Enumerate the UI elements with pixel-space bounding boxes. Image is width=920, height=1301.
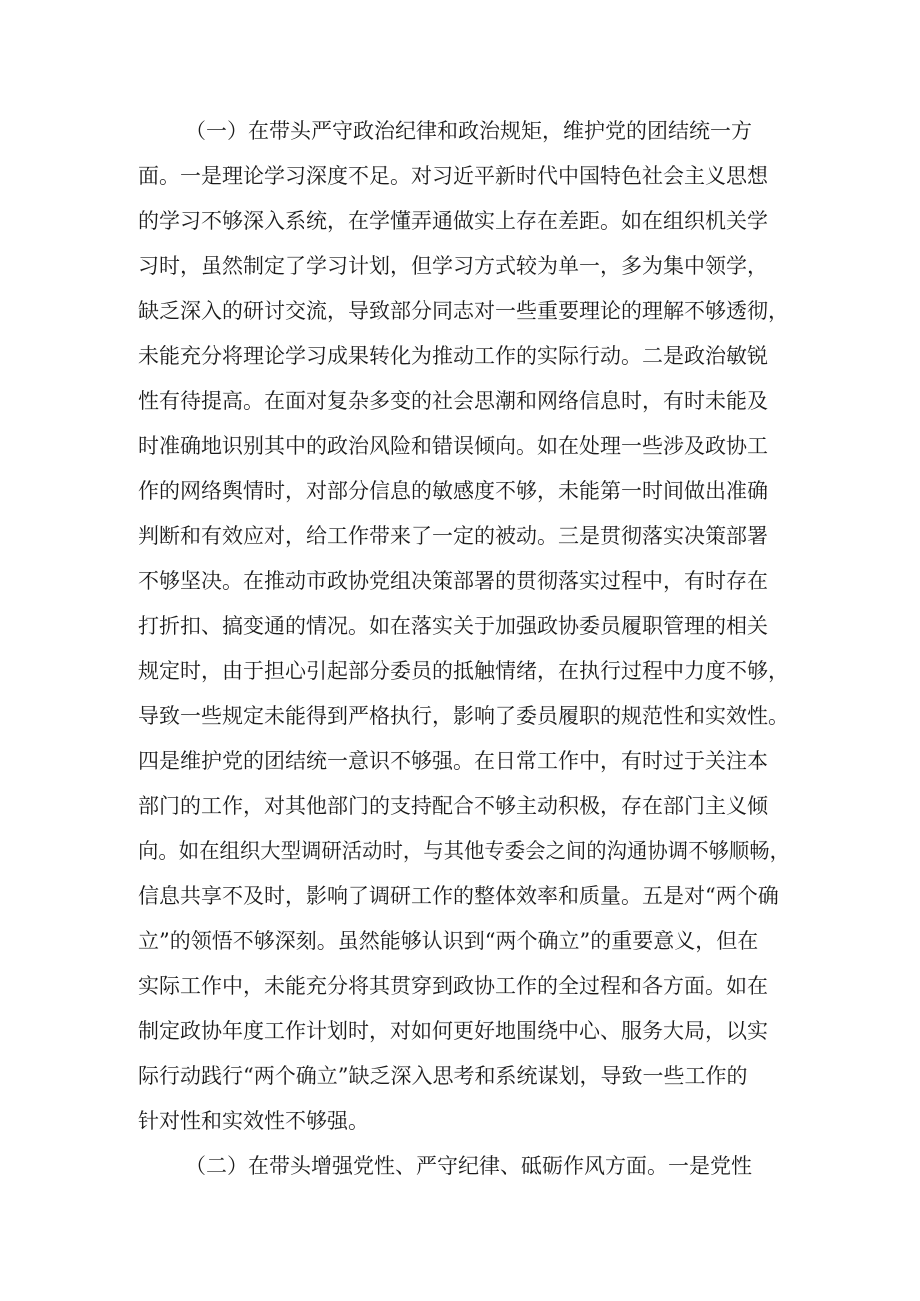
paragraph-1-line-8: 时准确地识别其中的政治风险和错误倾向。如在处理一些涉及政协工 — [138, 434, 768, 458]
paragraph-1-line-5: 缺乏深入的研讨交流，导致部分同志对一些重要理论的理解不够透彻， — [138, 299, 789, 323]
paragraph-1-line-22: 际行动践行“两个确立”缺乏深入思考和系统谋划，导致一些工作的 — [138, 1064, 748, 1088]
paragraph-1-line-3: 的学习不够深入系统，在学懂弄通做实上存在差距。如在组织机关学 — [138, 209, 768, 233]
paragraph-1-line-21: 制定政协年度工作计划时，对如何更好地围绕中心、服务大局，以实 — [138, 1019, 768, 1043]
paragraph-1-line-23: 针对性和实效性不够强。 — [138, 1109, 369, 1133]
paragraph-1-line-9: 作的网络舆情时，对部分信息的敏感度不够，未能第一时间做出准确 — [138, 479, 768, 503]
paragraph-2-line-1: （二）在带头增强党性、严守纪律、砥砺作风方面。一是党性 — [185, 1154, 752, 1178]
paragraph-1-line-20: 实际工作中，未能充分将其贯穿到政协工作的全过程和各方面。如在 — [138, 974, 768, 998]
paragraph-1-line-7: 性有待提高。在面对复杂多变的社会思潮和网络信息时，有时未能及 — [138, 389, 768, 413]
paragraph-1-line-19: 立”的领悟不够深刻。虽然能够认识到“两个确立”的重要意义，但在 — [138, 929, 759, 953]
paragraph-1-line-17: 向。如在组织大型调研活动时，与其他专委会之间的沟通协调不够顺畅， — [138, 839, 790, 863]
paragraph-1-line-11: 不够坚决。在推动市政协党组决策部署的贯彻落实过程中，有时存在 — [138, 569, 768, 593]
paragraph-1-line-18: 信息共享不及时，影响了调研工作的整体效率和质量。五是对“两个确 — [138, 884, 779, 908]
paragraph-1-line-12: 打折扣、搞变通的情况。如在落实关于加强政协委员履职管理的相关 — [138, 614, 768, 638]
paragraph-1-line-4: 习时，虽然制定了学习计划，但学习方式较为单一，多为集中领学， — [138, 254, 768, 278]
paragraph-1-line-14: 导致一些规定未能得到严格执行，影响了委员履职的规范性和实效性。 — [138, 704, 789, 728]
paragraph-1-line-13: 规定时，由于担心引起部分委员的抵触情绪，在执行过程中力度不够， — [138, 659, 789, 683]
paragraph-1-line-2: 面。一是理论学习深度不足。对习近平新时代中国特色社会主义思想 — [138, 164, 768, 188]
paragraph-1-line-1: （一）在带头严守政治纪律和政治规矩，维护党的团结统一方 — [185, 119, 752, 143]
paragraph-1-line-10: 判断和有效应对，给工作带来了一定的被动。三是贯彻落实决策部署 — [138, 524, 768, 548]
paragraph-1-line-6: 未能充分将理论学习成果转化为推动工作的实际行动。二是政治敏锐 — [138, 344, 768, 368]
paragraph-1-line-15: 四是维护党的团结统一意识不够强。在日常工作中，有时过于关注本 — [138, 749, 768, 773]
paragraph-1-line-16: 部门的工作，对其他部门的支持配合不够主动积极，存在部门主义倾 — [138, 794, 768, 818]
